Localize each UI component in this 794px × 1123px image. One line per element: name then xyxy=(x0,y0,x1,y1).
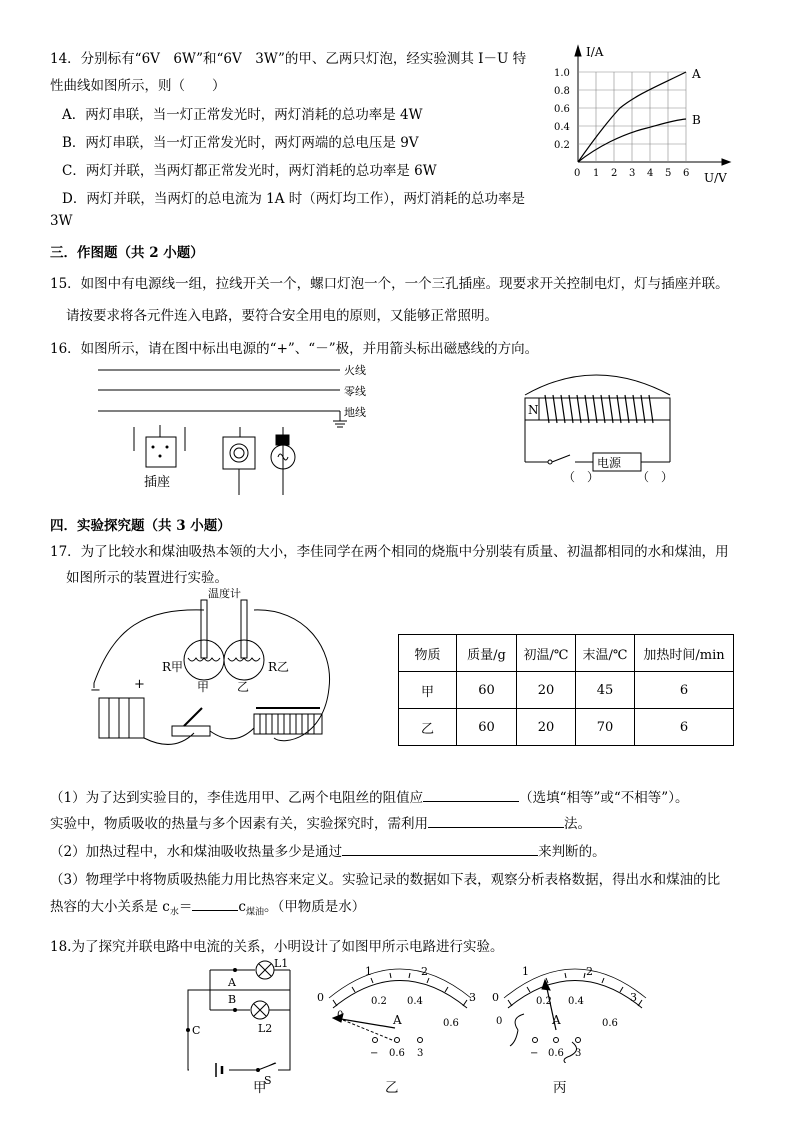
y-axis-arrow xyxy=(575,46,581,56)
q17-part3-line1: （3）物理学中将物质吸热能力用比热容来定义。实验记录的数据如下表，观察分析表格数据，得出水和煤油的比 xyxy=(50,872,721,888)
terminal-minus: − xyxy=(370,1048,379,1059)
x-axis-label: U/V xyxy=(704,171,727,185)
terminal-06: 0.6 xyxy=(389,1048,405,1059)
answer-blank[interactable] xyxy=(423,801,519,802)
y-axis-label: I/A xyxy=(586,45,604,59)
table-header: 物质 xyxy=(399,635,457,672)
answer-blank[interactable] xyxy=(428,827,564,828)
pull-switch-box xyxy=(223,437,255,469)
household-wiring-diagram xyxy=(90,355,380,505)
tick-inner: 0.6 xyxy=(443,1018,459,1029)
field-line xyxy=(525,375,670,395)
y-tick: 0.2 xyxy=(554,140,570,151)
section-4-heading: 四．实验探究题（共 3 小题） xyxy=(50,518,231,534)
q14-stem-line2: 性曲线如图所示，则（ ） xyxy=(50,78,226,94)
socket-box xyxy=(146,437,176,467)
q14-option-d-cont: 3W xyxy=(50,213,73,229)
q17-part1-line1: （1）为了达到实验目的，李佳选用甲、乙两个电阻丝的阻值应 （选填“相等”或“不相等”）。 xyxy=(50,790,689,806)
l1-label: L1 xyxy=(274,957,289,970)
battery xyxy=(99,698,144,738)
tick-outer: 2 xyxy=(586,965,593,978)
socket-label: 插座 xyxy=(144,475,171,490)
tick-outer: 1 xyxy=(365,965,372,978)
terminal-06: 0.6 xyxy=(548,1048,564,1059)
terminal-3: 3 xyxy=(575,1048,582,1059)
flask-yi-label: 乙 xyxy=(237,680,250,694)
battery-minus: − xyxy=(90,683,101,698)
tick-inner: 0.4 xyxy=(568,996,584,1007)
switch-s-label: S xyxy=(264,1074,272,1087)
table-header: 末温/℃ xyxy=(576,635,635,672)
parallel-circuit-diagram xyxy=(180,955,300,1090)
q17-part1-line2: 实验中，物质吸收的热量与多个因素有关，实验探究时，需利用 法。 xyxy=(50,816,591,832)
x-axis-arrow xyxy=(722,159,730,165)
terminal-minus: − xyxy=(530,1048,539,1059)
left-terminal-blank: （ ） xyxy=(563,470,600,484)
q17-line1: 17．为了比较水和煤油吸热本领的大小，李佳同学在两个相同的烧瓶中分别装有质量、初温都相同的水和煤油，用 xyxy=(50,544,729,560)
curve-b-label: B xyxy=(692,113,701,127)
needle xyxy=(335,1018,395,1028)
section-3-heading: 三．作图题（共 2 小题） xyxy=(50,245,204,261)
y-tick: 0.6 xyxy=(554,104,570,115)
tick-outer: 0 xyxy=(317,991,324,1004)
terminal-3: 3 xyxy=(417,1048,424,1059)
tick-outer: 2 xyxy=(421,965,428,978)
r-jia-label: R甲 xyxy=(162,660,184,674)
q14-option-d: D．两灯并联，当两灯的总电流为 1A 时（两灯均工作），两灯消耗的总功率是 xyxy=(62,191,525,207)
thermometer-label: 温度计 xyxy=(208,588,241,600)
iu-graph xyxy=(552,42,742,192)
live-wire-label: 火线 xyxy=(344,364,366,377)
meter-unit: A xyxy=(552,1013,561,1027)
ground-wire-label: 地线 xyxy=(344,406,366,419)
knife-switch xyxy=(172,726,210,736)
caption-bing: 丙 xyxy=(553,1080,567,1096)
tick-inner: 0.2 xyxy=(371,996,387,1007)
r-yi-label: R乙 xyxy=(268,660,290,674)
q17-data-table xyxy=(398,634,734,746)
point-a-label: A xyxy=(228,976,236,989)
flask-jia-label: 甲 xyxy=(197,680,210,694)
table-row: 甲 60 20 45 6 xyxy=(399,672,734,709)
tick-outer: 3 xyxy=(630,991,637,1004)
x-tick: 6 xyxy=(683,168,690,179)
q15-line2: 请按要求将各元件连入电路，要符合安全用电的原则，又能够正常照明。 xyxy=(66,308,498,324)
tick-inner: 0.2 xyxy=(536,996,552,1007)
tick-inner: 0 xyxy=(337,1010,344,1021)
curve-a-label: A xyxy=(692,67,701,81)
q18-line1: 18.为了探究并联电路中电流的关系，小明设计了如图甲所示电路进行实验。 xyxy=(50,939,504,955)
ammeter-yi xyxy=(315,958,485,1063)
neutral-wire-label: 零线 xyxy=(344,385,366,398)
power-source-label: 电源 xyxy=(597,456,622,470)
l2-label: L2 xyxy=(258,1022,273,1035)
solenoid-diagram xyxy=(515,365,685,490)
tick-inner: 0.6 xyxy=(602,1018,618,1029)
table-header: 初温/℃ xyxy=(517,635,576,672)
ammeter-bing xyxy=(490,958,660,1063)
table-header: 质量/g xyxy=(457,635,517,672)
caption-jia: 甲 xyxy=(253,1080,267,1096)
table-row: 乙 60 20 70 6 xyxy=(399,709,734,746)
q16-line1: 16．如图所示，请在图中标出电源的“+”、“－”极，并用箭头标出磁感线的方向。 xyxy=(50,341,539,357)
heating-apparatus-diagram xyxy=(84,588,344,758)
caption-yi: 乙 xyxy=(385,1080,399,1096)
tick-inner: 0.4 xyxy=(407,996,423,1007)
table-header: 加热时间/min xyxy=(635,635,734,672)
q14-option-c: C．两灯并联，当两灯都正常发光时，两灯消耗的总功率是 6W xyxy=(62,163,437,179)
tick-outer: 3 xyxy=(469,991,476,1004)
x-tick: 1 xyxy=(593,168,600,179)
q14-option-a: A．两灯串联，当一灯正常发光时，两灯消耗的总功率是 4W xyxy=(62,107,423,123)
q17-part2: （2）加热过程中，水和煤油吸收热量多少是通过 来判断的。 xyxy=(50,844,606,860)
answer-blank[interactable] xyxy=(342,855,538,856)
wire-right xyxy=(254,610,330,741)
q14-stem-line1: 14．分别标有“6V 6W”和“6V 3W”的甲、乙两只灯泡，经实验测其 I－U 特 xyxy=(50,51,527,67)
right-terminal-blank: （ ） xyxy=(637,470,674,484)
x-tick: 4 xyxy=(647,168,654,179)
point-c-label: C xyxy=(192,1024,201,1037)
x-tick: 0 xyxy=(574,168,581,179)
tick-inner: 0 xyxy=(496,1016,503,1027)
x-tick: 3 xyxy=(629,168,636,179)
x-tick: 2 xyxy=(611,168,618,179)
x-tick: 5 xyxy=(665,168,672,179)
battery-plus: + xyxy=(134,677,145,692)
y-tick: 0.4 xyxy=(554,122,570,133)
q15-line1: 15．如图中有电源线一组，拉线开关一个，螺口灯泡一个，一个三孔插座。现要求开关控制电灯，灯与插座并联。 xyxy=(50,276,729,292)
q17-line2: 如图所示的装置进行实验。 xyxy=(66,570,228,586)
answer-blank[interactable] xyxy=(192,910,238,911)
q14-option-b: B．两灯串联，当一灯正常发光时，两灯两端的总电压是 9V xyxy=(62,135,419,151)
point-b-label: B xyxy=(228,993,237,1006)
y-tick: 0.8 xyxy=(554,86,570,97)
tick-outer: 1 xyxy=(522,965,529,978)
rheostat xyxy=(254,714,322,734)
n-pole-label: N xyxy=(528,403,539,417)
y-tick: 1.0 xyxy=(554,68,570,79)
q17-part3-line2: 热容的大小关系是 $c_水= c_{煤油}$。（甲物质是水） xyxy=(50,899,366,918)
tick-outer: 0 xyxy=(492,991,499,1004)
meter-unit: A xyxy=(393,1013,402,1027)
